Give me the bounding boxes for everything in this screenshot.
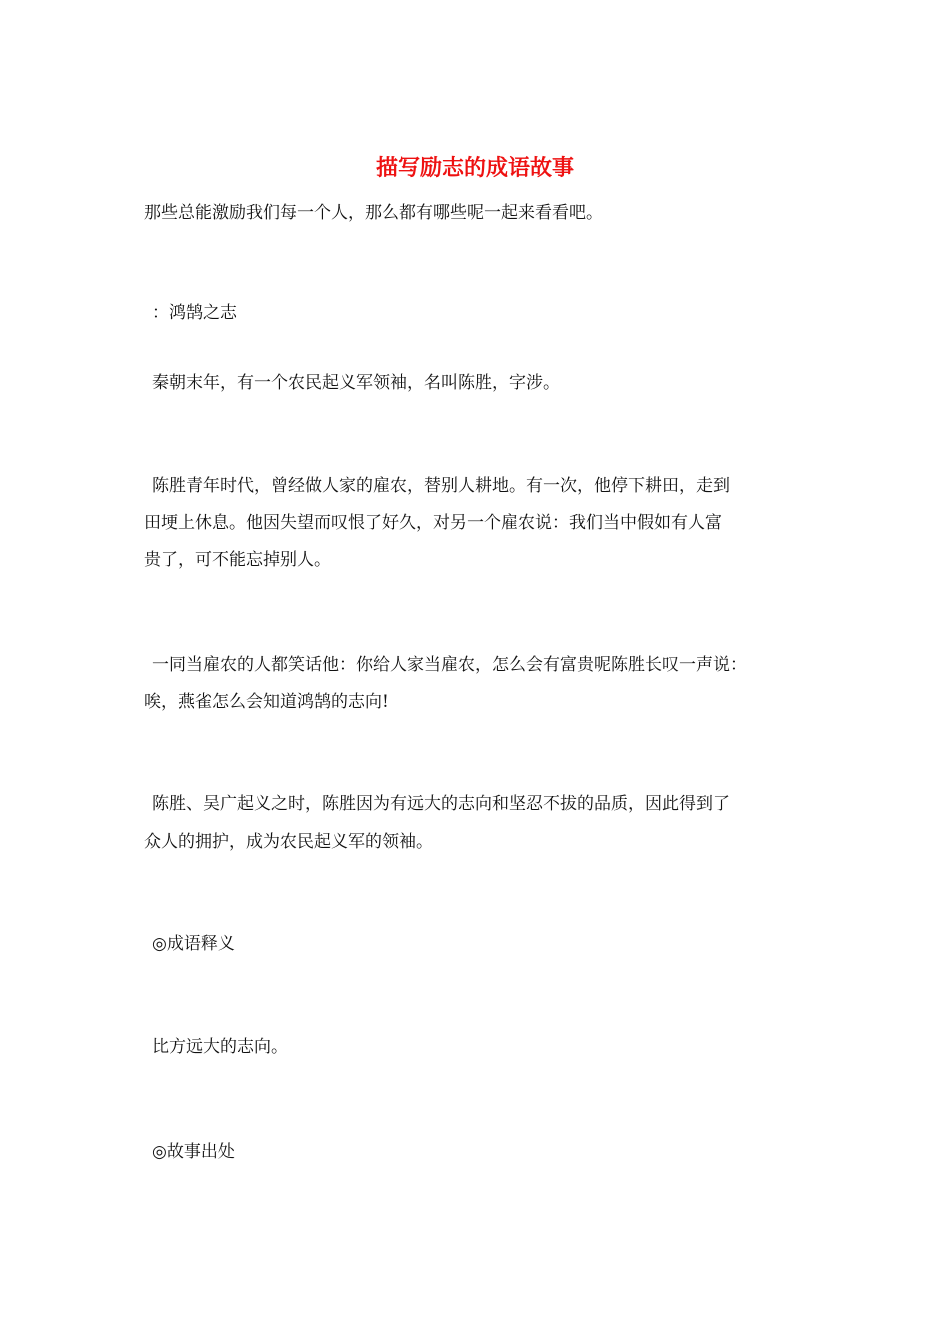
paragraph-4-line-1: 陈胜、吴广起义之时，陈胜因为有远大的志向和坚忍不拔的品质，因此得到了 (152, 794, 730, 814)
paragraph-3-line-2: 唉，燕雀怎么会知道鸿鹄的志向! (144, 692, 389, 712)
paragraph-3-line-1: 一同当雇农的人都笑话他：你给人家当雇农，怎么会有富贵呢陈胜长叹一声说： (152, 655, 747, 675)
section-heading-story-source: ◎故事出处 (152, 1142, 235, 1162)
paragraph-2-line-3: 贵了，可不能忘掉别人。 (144, 550, 331, 570)
section-heading-idiom-meaning: ◎成语释义 (152, 934, 235, 954)
paragraph-5: 比方远大的志向。 (152, 1037, 288, 1057)
paragraph-2-line-2: 田埂上休息。他因失望而叹恨了好久，对另一个雇农说：我们当中假如有人富 (144, 513, 722, 533)
intro-paragraph: 那些总能激励我们每一个人，那么都有哪些呢一起来看看吧。 (144, 203, 603, 223)
paragraph-4-line-2: 众人的拥护，成为农民起义军的领袖。 (144, 832, 433, 852)
paragraph-2-line-1: 陈胜青年时代，曾经做人家的雇农，替别人耕地。有一次，他停下耕田，走到 (152, 476, 730, 496)
document-title: 描写励志的成语故事 (375, 155, 574, 181)
section-heading-honghu: ：鸿鹄之志 (152, 303, 237, 323)
paragraph-1: 秦朝末年，有一个农民起义军领袖，名叫陈胜，字涉。 (152, 373, 560, 393)
